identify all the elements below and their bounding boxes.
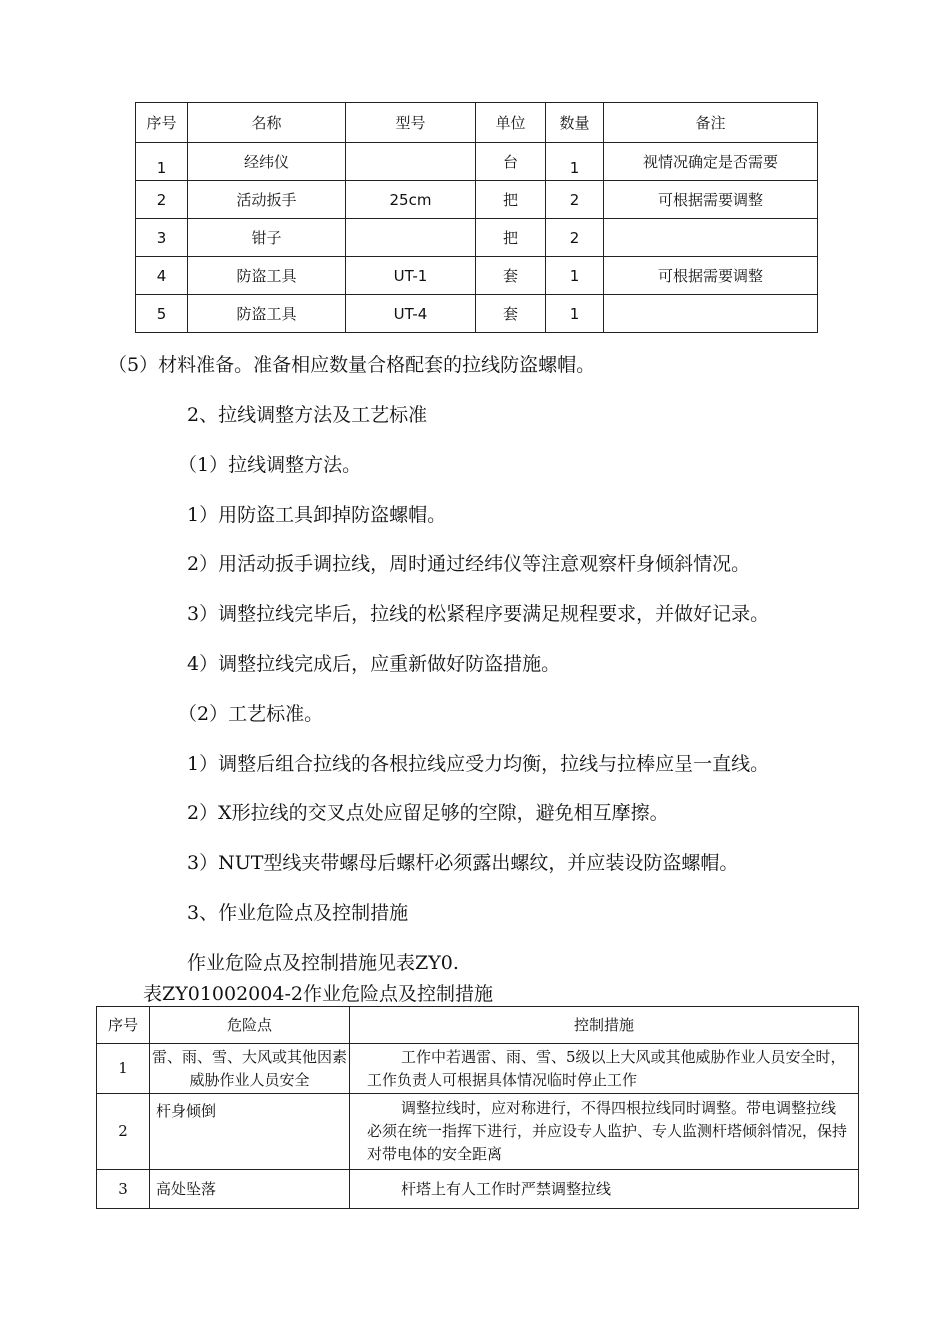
table-cell: 1 — [97, 1044, 150, 1094]
table-cell: 防盗工具 — [188, 257, 346, 295]
table-cell: UT-4 — [346, 295, 476, 333]
table-row — [136, 219, 818, 257]
table-row — [97, 1044, 859, 1094]
table-cell: 4 — [136, 257, 188, 295]
table-header-row — [136, 103, 818, 143]
table-cell: 视情况确定是否需要 — [604, 143, 818, 181]
table-cell: 25cm — [346, 181, 476, 219]
table-cell: 2 — [97, 1094, 150, 1170]
table-cell — [604, 219, 818, 257]
table-row — [136, 257, 818, 295]
table-cell: 把 — [476, 181, 546, 219]
table-cell: 可根据需要调整 — [604, 257, 818, 295]
table-row — [97, 1170, 859, 1209]
table-cell — [604, 295, 818, 333]
table-cell: 杆塔上有人工作时严禁调整拉线 — [350, 1170, 859, 1209]
table-row — [136, 181, 818, 219]
subheading-method: （1）拉线调整方法。 — [178, 454, 362, 476]
table-cell: 1 — [546, 257, 604, 295]
table-cell: 防盗工具 — [188, 295, 346, 333]
header-cell: 数量 — [546, 103, 604, 143]
table-cell: 调整拉线时，应对称进行，不得四根拉线同时调整。带电调整拉线必须在统一指挥下进行，并应设专人监护、专人监测杆塔倾斜情况，保持对带电体的安全距离 — [350, 1094, 859, 1170]
table-cell: 雷、雨、雪、大风或其他因素威胁作业人员安全 — [150, 1044, 350, 1094]
table-row — [136, 143, 818, 181]
header-cell: 序号 — [97, 1007, 150, 1044]
paragraph-hazard-intro: 作业危险点及控制措施见表ZY0. — [187, 952, 459, 974]
table-row — [97, 1094, 859, 1170]
table-cell: 3 — [136, 219, 188, 257]
header-cell: 危险点 — [150, 1007, 350, 1044]
header-cell: 名称 — [188, 103, 346, 143]
paragraph-step-1: 1）用防盗工具卸掉防盗螺帽。 — [187, 504, 447, 526]
table-cell: 可根据需要调整 — [604, 181, 818, 219]
header-cell: 序号 — [136, 103, 188, 143]
section-heading-3: 3、作业危险点及控制措施 — [187, 902, 409, 924]
hazard-table — [96, 1006, 859, 1209]
table-cell: 套 — [476, 257, 546, 295]
table-cell: 工作中若遇雷、雨、雪、5级以上大风或其他威胁作业人员安全时，工作负责人可根据具体情况临时停止工作 — [350, 1044, 859, 1094]
table-cell: 1 — [546, 143, 604, 181]
table-cell: 2 — [546, 181, 604, 219]
paragraph-standard-3: 3）NUT型线夹带螺母后螺杆必须露出螺纹，并应装设防盗螺帽。 — [187, 852, 739, 874]
table-header-row — [97, 1007, 859, 1044]
paragraph-step-2: 2）用活动扳手调拉线，周时通过经纬仪等注意观察杆身倾斜情况。 — [187, 553, 751, 575]
table-cell: 套 — [476, 295, 546, 333]
table-cell: 经纬仪 — [188, 143, 346, 181]
header-cell: 备注 — [604, 103, 818, 143]
table-cell: 1 — [136, 143, 188, 181]
table-cell: 高处坠落 — [150, 1170, 350, 1209]
table-cell: 1 — [546, 295, 604, 333]
table-cell: 杆身倾倒 — [150, 1094, 350, 1170]
table-cell: 钳子 — [188, 219, 346, 257]
table-cell: UT-1 — [346, 257, 476, 295]
table-row — [136, 295, 818, 333]
table-cell: 5 — [136, 295, 188, 333]
table-cell: 台 — [476, 143, 546, 181]
paragraph-step-4: 4）调整拉线完成后，应重新做好防盗措施。 — [187, 653, 561, 675]
table-cell: 2 — [136, 181, 188, 219]
table-cell: 活动扳手 — [188, 181, 346, 219]
table-cell — [346, 219, 476, 257]
subheading-standard: （2）工艺标准。 — [178, 703, 324, 725]
tools-table — [135, 102, 818, 333]
table-caption: 表ZY01002004-2作业危险点及控制措施 — [143, 983, 493, 1005]
table-cell: 把 — [476, 219, 546, 257]
paragraph-step-3: 3）调整拉线完毕后，拉线的松紧程序要满足规程要求，并做好记录。 — [187, 603, 770, 625]
section-heading-2: 2、拉线调整方法及工艺标准 — [187, 404, 428, 426]
table-cell: 2 — [546, 219, 604, 257]
paragraph-material-prep: （5）材料准备。准备相应数量合格配套的拉线防盗螺帽。 — [108, 354, 596, 376]
paragraph-standard-2: 2）X形拉线的交叉点处应留足够的空隙，避免相互摩擦。 — [187, 802, 669, 824]
table-cell — [346, 143, 476, 181]
header-cell: 控制措施 — [350, 1007, 859, 1044]
table-cell: 3 — [97, 1170, 150, 1209]
header-cell: 型号 — [346, 103, 476, 143]
paragraph-standard-1: 1）调整后组合拉线的各根拉线应受力均衡，拉线与拉棒应呈一直线。 — [187, 753, 770, 775]
header-cell: 单位 — [476, 103, 546, 143]
